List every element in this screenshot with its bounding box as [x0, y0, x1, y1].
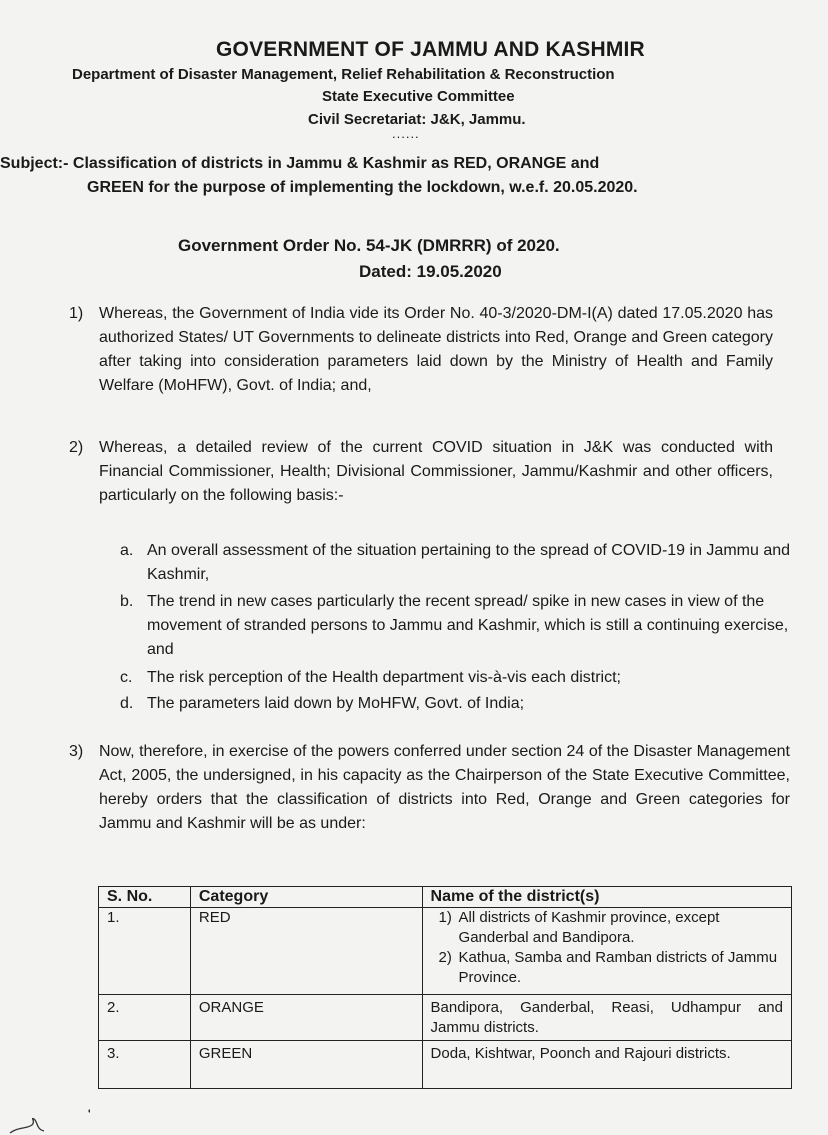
cell-category: GREEN [190, 1041, 422, 1089]
paragraph-3 [69, 740, 790, 836]
subject-line-1: Subject:- Classification of districts in Jammu & Kashmir as RED, ORANGE and [0, 155, 600, 172]
order-number: Government Order No. 54-JK (DMRRR) of 2020. [178, 236, 560, 255]
department-heading: Department of Disaster Management, Relief Rehabilitation & Reconstruction [72, 66, 615, 83]
paragraph-number: 1) [69, 305, 84, 322]
paragraph-text: Now, therefore, in exercise of the powers conferred under section 24 of the Disaster Management Act, 2005, the undersigned, in his capacity as the Chairperson of the State Executive Committee, hereby orders that the classification of districts into Red, Orange and Green categories for Jammu and Kashmir will be as under: [99, 743, 790, 832]
list-item-number: 1) [438, 909, 452, 926]
subject-block [0, 152, 795, 200]
column-header-districts: Name of the district(s) [422, 887, 791, 908]
committee-heading: State Executive Committee [322, 88, 515, 105]
basis-text: An overall assessment of the situation pertaining to the spread of COVID-19 in Jammu and Kashmir, [147, 542, 791, 583]
paragraph-text: Whereas, a detailed review of the current COVID situation in J&K was conducted with Financial Commissioner, Health; Divisional Commissioner, Jammu/Kashmir and other officers, particularly on the following basis:- [99, 439, 773, 504]
column-header-category: Category [190, 887, 422, 908]
basis-letter: b. [120, 593, 134, 610]
header-separator: ...... [392, 126, 420, 141]
list-item [431, 908, 783, 948]
list-item-text: Kathua, Samba and Ramban districts of Jammu Province. [458, 949, 778, 986]
cell-sno: 1. [99, 908, 191, 995]
column-header-sno: S. No. [99, 887, 191, 908]
cell-districts: Doda, Kishtwar, Poonch and Rajouri districts. [422, 1041, 791, 1089]
cell-sno: 2. [99, 995, 191, 1041]
basis-item-a [120, 539, 792, 587]
government-heading: GOVERNMENT OF JAMMU AND KASHMIR [216, 38, 645, 61]
cell-districts [422, 908, 791, 995]
cell-category: ORANGE [190, 995, 422, 1041]
secretariat-heading: Civil Secretariat: J&K, Jammu. [308, 111, 526, 128]
table-row [99, 995, 792, 1041]
district-classification-table [98, 886, 792, 1089]
table-row [99, 1041, 792, 1089]
list-item [431, 948, 783, 988]
basis-item-b [120, 590, 792, 662]
paragraph-number: 3) [69, 743, 84, 760]
list-item-number: 2) [438, 949, 452, 966]
cell-category: RED [190, 908, 422, 995]
basis-letter: a. [120, 542, 134, 559]
paragraph-2 [69, 436, 773, 508]
subject-line-2: GREEN for the purpose of implementing the lockdown, w.e.f. 20.05.2020. [87, 179, 638, 196]
order-date: Dated: 19.05.2020 [359, 262, 502, 281]
district-list [431, 908, 783, 988]
basis-text: The parameters laid down by MoHFW, Govt. of India; [147, 695, 525, 712]
paragraph-number: 2) [69, 439, 84, 456]
cell-sno: 3. [99, 1041, 191, 1089]
basis-letter: c. [120, 669, 133, 686]
table-row [99, 908, 792, 995]
paragraph-1 [69, 302, 773, 398]
basis-text: The trend in new cases particularly the recent spread/ spike in new cases in view of the movement of stranded persons to Jammu and Kashmir, which is still a continuing exercise, and [147, 593, 789, 658]
basis-text: The risk perception of the Health department vis-à-vis each district; [147, 669, 621, 686]
cell-districts: Bandipora, Ganderbal, Reasi, Udhampur and Jammu districts. [422, 995, 791, 1041]
basis-letter: d. [120, 695, 134, 712]
signature-mark [0, 1105, 90, 1135]
paragraph-text: Whereas, the Government of India vide its Order No. 40-3/2020-DM-I(A) dated 17.05.2020 has authorized States/ UT Governments to delineate districts into Red, Orange and Green category after taking into consideration parameters laid down by the Ministry of Health and Family Welfare (MoHFW), Govt. of India; and, [99, 305, 773, 394]
table-header-row [99, 887, 792, 908]
basis-item-d [120, 692, 792, 716]
list-item-text: All districts of Kashmir province, except Ganderbal and Bandipora. [458, 909, 720, 946]
basis-item-c [120, 666, 792, 690]
